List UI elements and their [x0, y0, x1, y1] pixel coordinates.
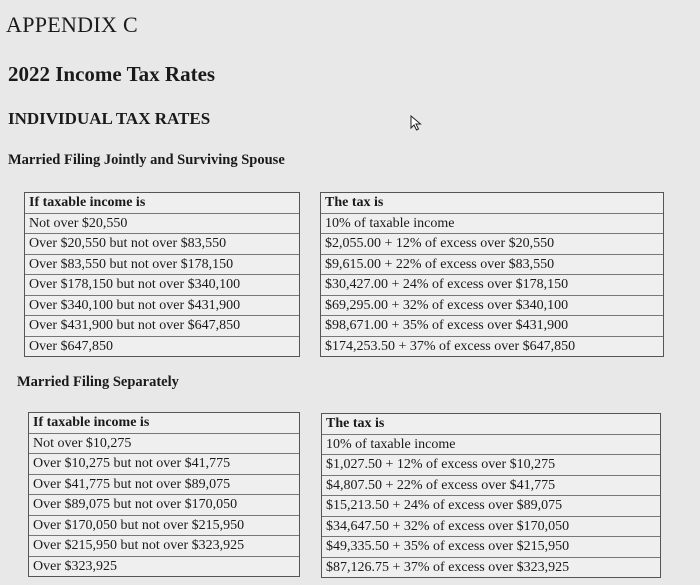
table-row: Over $83,550 but not over $178,150	[25, 254, 299, 275]
section-title-joint: Married Filing Jointly and Surviving Spouse	[8, 152, 285, 168]
table-row: $15,213.50 + 24% of excess over $89,075	[322, 495, 660, 516]
table-row: 10% of taxable income	[322, 434, 660, 455]
table-row: Over $215,950 but not over $323,925	[29, 535, 299, 556]
table-row: Over $170,050 but not over $215,950	[29, 515, 299, 536]
table-row: $30,427.00 + 24% of excess over $178,150	[321, 274, 663, 295]
table-row: Not over $20,550	[25, 213, 299, 234]
income-header: If taxable income is	[29, 195, 146, 210]
tax-amount-table-separate	[321, 413, 661, 578]
table-row: $2,055.00 + 12% of excess over $20,550	[321, 233, 663, 254]
table-row: $4,807.50 + 22% of excess over $41,775	[322, 475, 660, 496]
table-row: Over $340,100 but not over $431,900	[25, 295, 299, 316]
table-row: Over $20,550 but not over $83,550	[25, 233, 299, 254]
table-row: $174,253.50 + 37% of excess over $647,850	[321, 336, 663, 357]
income-bracket-table-separate	[28, 412, 300, 577]
table-row: Over $323,925	[29, 556, 299, 577]
section-title-separate: Married Filing Separately	[17, 374, 179, 390]
table-row: Over $647,850	[25, 336, 299, 357]
table-row: Over $431,900 but not over $647,850	[25, 315, 299, 336]
table-row: Not over $10,275	[29, 433, 299, 454]
table-row: $98,671.00 + 35% of excess over $431,900	[321, 315, 663, 336]
page-title: 2022 Income Tax Rates	[8, 62, 216, 86]
table-row: Over $89,075 but not over $170,050	[29, 494, 299, 515]
table-row: $87,126.75 + 37% of excess over $323,925	[322, 557, 660, 578]
table-row: Over $41,775 but not over $89,075	[29, 474, 299, 495]
table-row: $9,615.00 + 22% of excess over $83,550	[321, 254, 663, 275]
appendix-title: APPENDIX C	[6, 12, 138, 37]
table-row: $1,027.50 + 12% of excess over $10,275	[322, 454, 660, 475]
section-subheading: INDIVIDUAL TAX RATES	[8, 109, 211, 128]
tax-header: The tax is	[326, 416, 385, 431]
table-row: $49,335.50 + 35% of excess over $215,950	[322, 536, 660, 557]
table-row: $34,647.50 + 32% of excess over $170,050	[322, 516, 660, 537]
tax-amount-table-joint	[320, 192, 664, 357]
income-bracket-table-joint	[24, 192, 300, 357]
table-row: Over $10,275 but not over $41,775	[29, 453, 299, 474]
tax-header: The tax is	[325, 195, 384, 210]
mouse-pointer-icon	[409, 115, 425, 136]
income-header: If taxable income is	[33, 415, 150, 430]
table-row: $69,295.00 + 32% of excess over $340,100	[321, 295, 663, 316]
table-row: 10% of taxable income	[321, 213, 663, 234]
table-row: Over $178,150 but not over $340,100	[25, 274, 299, 295]
